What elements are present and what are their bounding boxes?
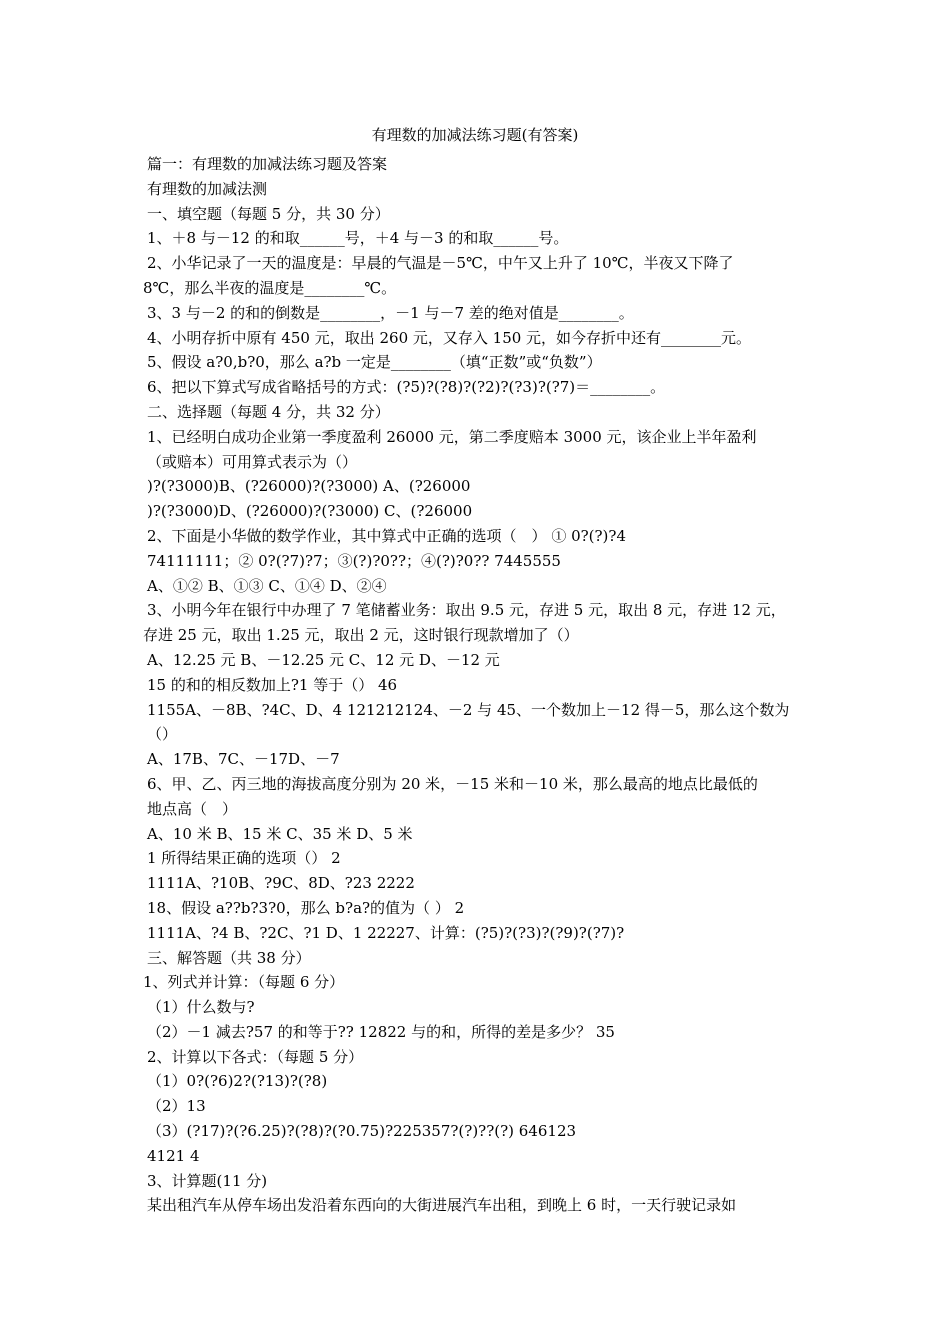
text-line: 3、计算题(11 分)	[147, 1171, 268, 1190]
text-line: 1111A、?4 B、?2C、?1 D、1 22227、计算：(?5)?(?3)?(?9)?(?7)?	[147, 923, 625, 942]
text-line: 6、把以下算式写成省略括号的方式：(?5)?(?8)?(?2)?(?3)?(?7)＝________。	[147, 378, 666, 397]
text-line: 某出租汽车从停车场出发沿着东西向的大街进展汽车出租，到晚上 6 时，一天行驶记录如	[147, 1196, 737, 1215]
text-line: （或赔本）可用算式表示为（）	[147, 452, 358, 471]
text-line: 有理数的加减法测	[147, 179, 268, 198]
text-line: 1、＋8 与－12 的和取______号，＋4 与－3 的和取______号。	[147, 229, 569, 248]
text-line: 6、甲、乙、丙三地的海拔高度分别为 20 米，－15 米和－10 米，那么最高的地点比最低的	[147, 774, 758, 793]
text-line: 4121 4	[147, 1146, 200, 1165]
text-line: （2）－1 减去?57 的和等于?? 12822 与的和，所得的差是多少？ 35	[147, 1022, 615, 1041]
text-line: 一、填空题（每题 5 分，共 30 分）	[147, 204, 390, 223]
text-line: 4、小明存折中原有 450 元，取出 260 元，又存入 150 元，如今存折中还有________元。	[147, 328, 752, 347]
text-line: A、17B、7C、－17D、－7	[147, 750, 340, 769]
text-line: （1）0?(?6)2?(?13)?(?8)	[147, 1072, 328, 1091]
text-line: 18、假设 a??b?3?0，那么 b?a?的值为（ ） 2	[147, 898, 465, 917]
document-body	[143, 152, 813, 1218]
text-line: 5、假设 a?0,b?0，那么 a?b 一定是________（填“正数”或“负数”）	[147, 353, 602, 372]
text-line: )?(?3000)B、(?26000)?(?3000) A、(?26000	[147, 477, 471, 496]
text-line: 1、列式并计算：（每题 6 分）	[143, 973, 345, 992]
text-line: 二、选择题（每题 4 分，共 32 分）	[147, 402, 390, 421]
text-line: 地点高（ ）	[147, 799, 238, 818]
text-line: 15 的和的相反数加上?1 等于（） 46	[147, 675, 398, 694]
text-line: （3）(?17)?(?6.25)?(?8)?(?0.75)?225357?(?)??(?) 646123	[147, 1122, 577, 1141]
text-line: （1）什么数与?	[147, 998, 255, 1017]
text-line: 1155A、－8B、?4C、D、4 121212124、－2 与 45、一个数加上－12 得－5，那么这个数为	[147, 700, 790, 719]
text-line: 三、解答题（共 38 分）	[147, 948, 311, 967]
text-line: )?(?3000)D、(?26000)?(?3000) C、(?26000	[147, 502, 473, 521]
text-line: 3、3 与－2 的和的倒数是________，－1 与－7 差的绝对值是________。	[147, 303, 634, 322]
text-line: 1、已经明白成功企业第一季度盈利 26000 元，第二季度赔本 3000 元，该企业上半年盈利	[147, 427, 757, 446]
text-line: 8℃，那么半夜的温度是________℃。	[143, 278, 397, 297]
text-line: 74111111；② 0?(?7)?7；③(?)?0??；④(?)?0?? 7445555	[147, 551, 561, 570]
text-line: 存进 25 元，取出 1.25 元，取出 2 元，这时银行现款增加了（）	[143, 626, 579, 645]
text-line: 篇一：有理数的加减法练习题及答案	[147, 155, 388, 173]
text-line: 1 所得结果正确的选项（） 2	[147, 849, 341, 868]
text-line: （2）13	[147, 1097, 206, 1116]
text-line: 2、计算以下各式：（每题 5 分）	[147, 1047, 364, 1066]
text-line: A、12.25 元 B、－12.25 元 C、12 元 D、－12 元	[147, 650, 500, 669]
document-title: 有理数的加减法练习题(有答案)	[371, 126, 579, 144]
text-line: 1111A、?10B、?9C、8D、?23 2222	[147, 874, 415, 893]
text-line: 2、小华记录了一天的温度是：早晨的气温是－5℃，中午又上升了 10℃，半夜又下降了	[147, 254, 734, 273]
text-line: 2、下面是小华做的数学作业，其中算式中正确的选项（ ） ① 0?(?)?4	[147, 526, 626, 545]
text-line: A、①② B、①③ C、①④ D、②④	[147, 576, 387, 595]
text-line: A、10 米 B、15 米 C、35 米 D、5 米	[147, 824, 413, 843]
text-line: 3、小明今年在银行中办理了 7 笔储蓄业务：取出 9.5 元，存进 5 元，取出 8 元，存进 12 元，	[147, 601, 786, 620]
text-line: （）	[147, 725, 178, 744]
